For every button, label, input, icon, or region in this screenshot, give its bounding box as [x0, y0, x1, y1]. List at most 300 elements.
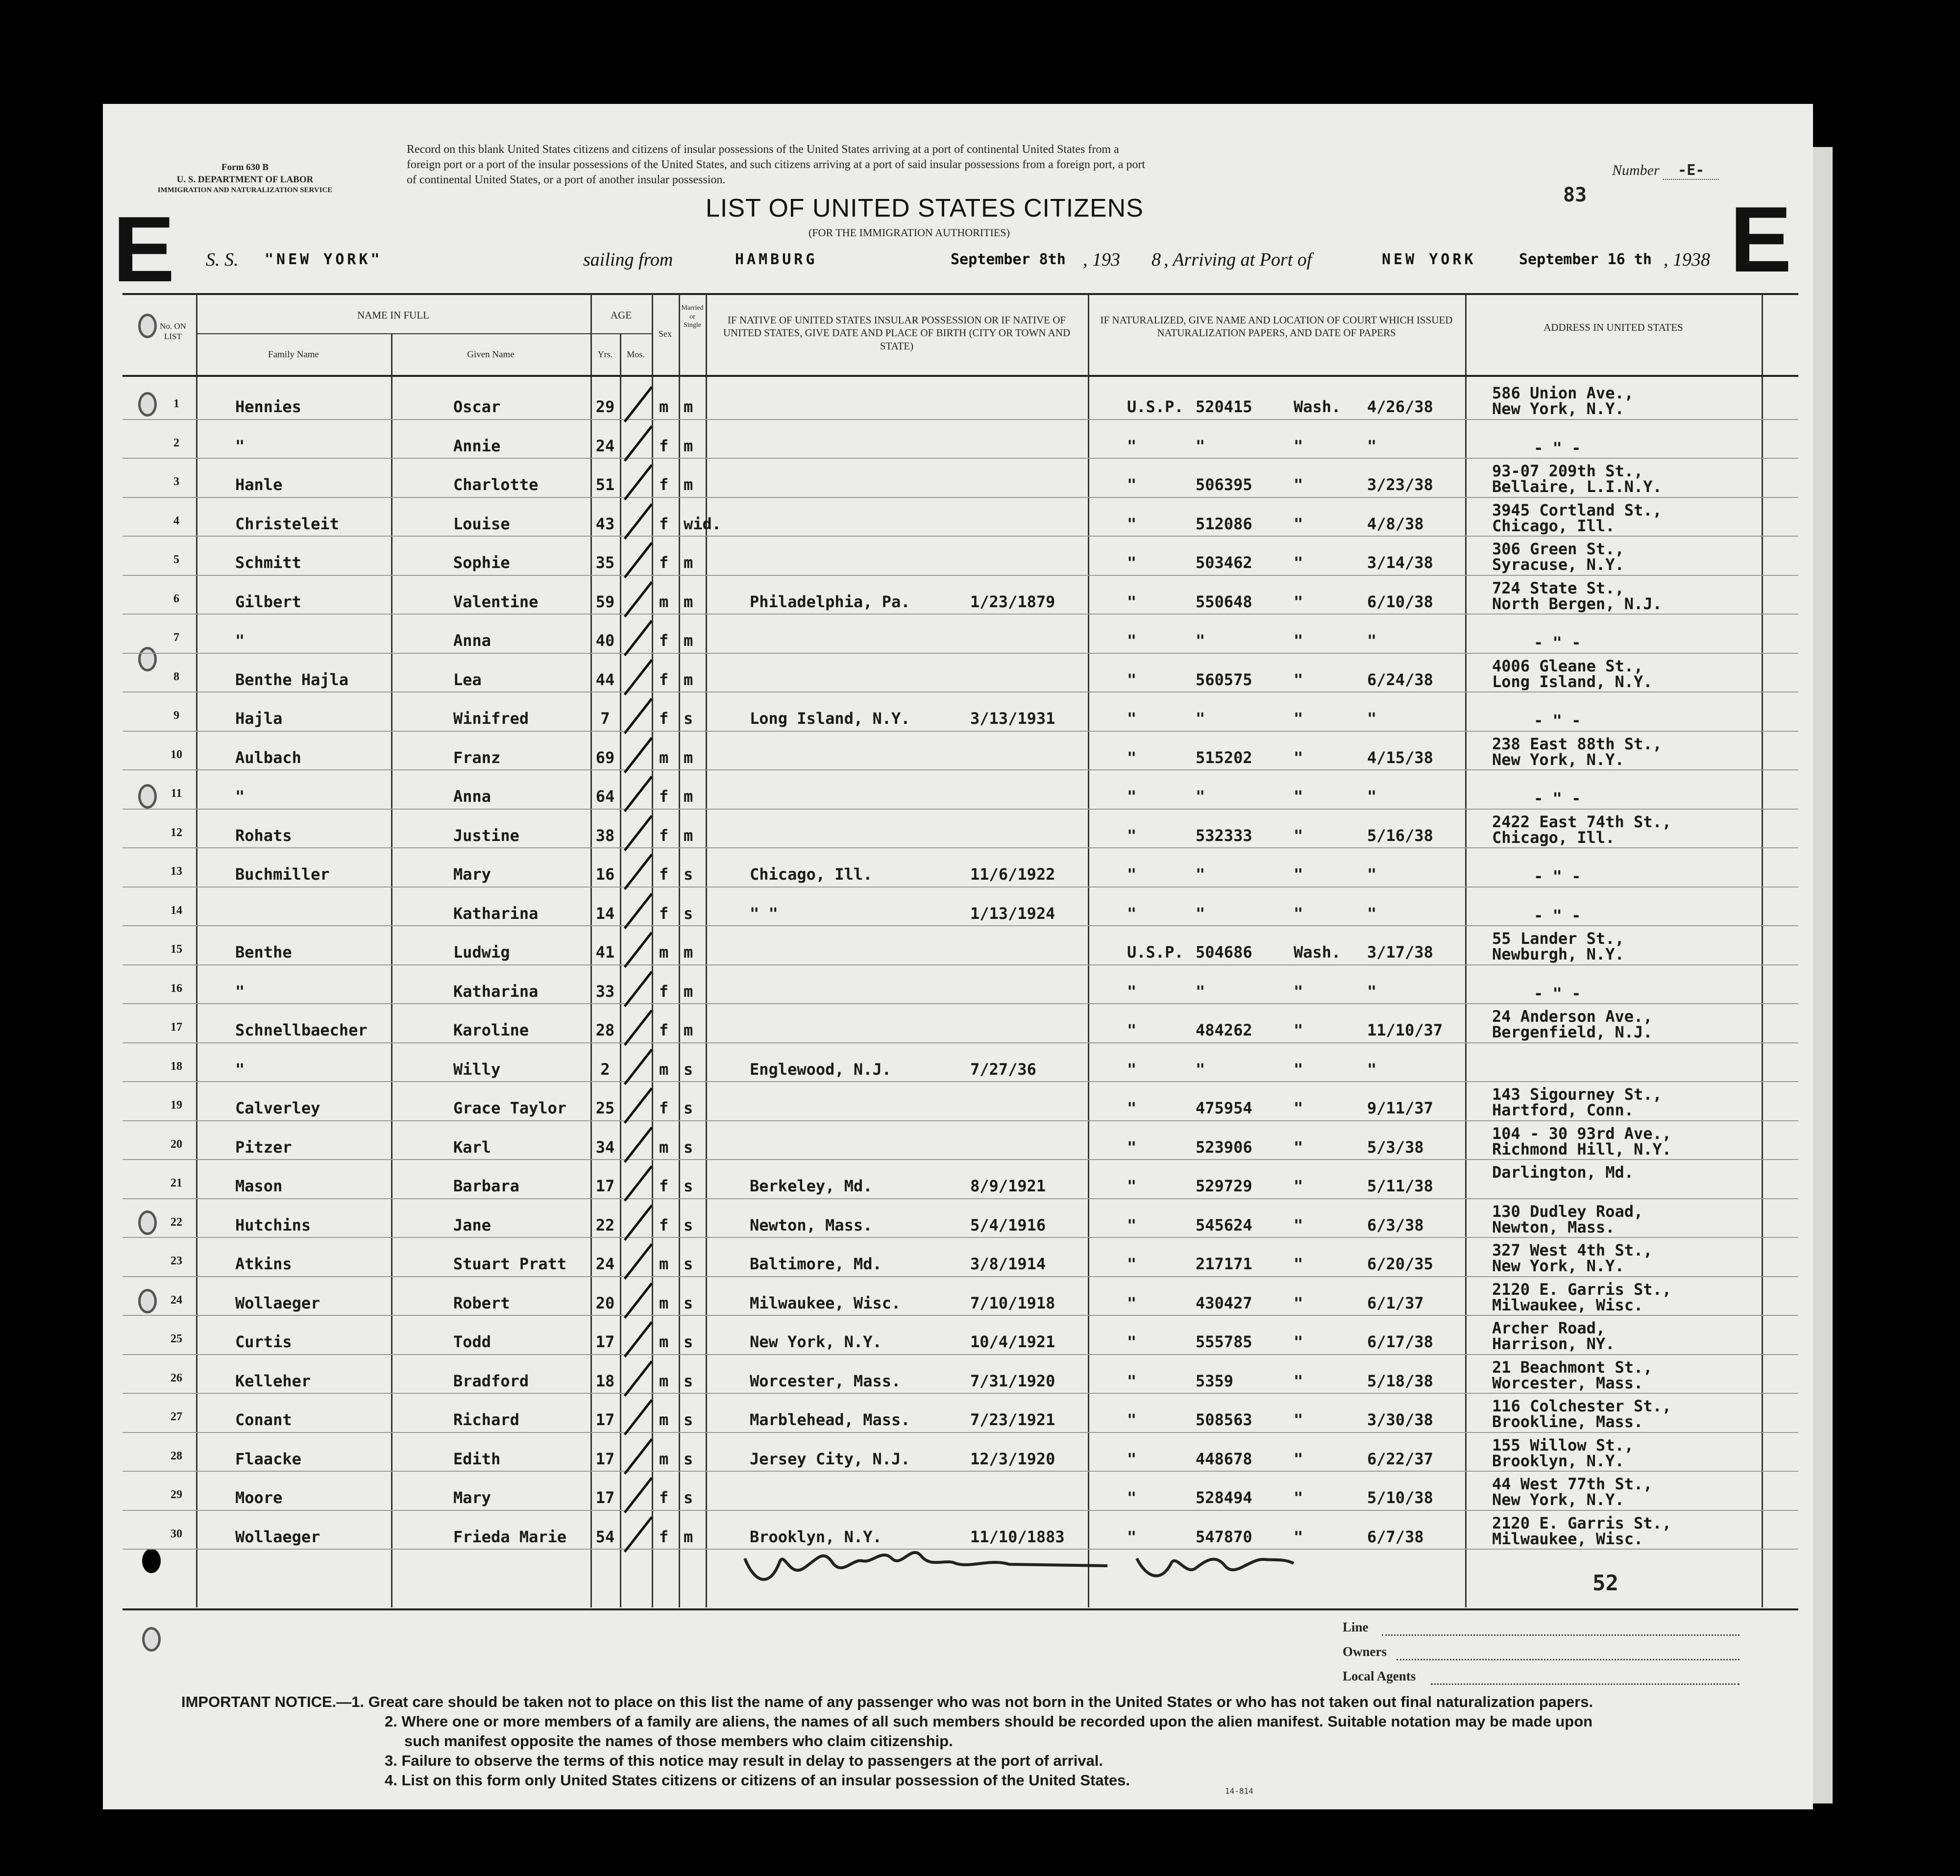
given-name: Katharina — [453, 982, 539, 1001]
family-name: Benthe Hajla — [235, 670, 349, 689]
row-rule — [122, 1510, 1798, 1511]
row-rule — [122, 497, 1798, 498]
address-line-2: New York, N.Y. — [1492, 1257, 1624, 1275]
birth-place: " " — [750, 904, 778, 923]
court-location: " — [1294, 475, 1303, 494]
court-name: " — [1127, 592, 1137, 611]
certificate-number: " — [1196, 982, 1205, 1001]
sex: m — [659, 748, 669, 767]
table-bottom-rule — [122, 1608, 1798, 1610]
papers-date: 5/11/38 — [1367, 1177, 1433, 1195]
certificate-number: 532333 — [1196, 826, 1252, 845]
sex: f — [659, 1527, 669, 1546]
form-number: Form 630 B — [221, 162, 269, 173]
row-number: 15 — [171, 943, 182, 956]
row-number: 27 — [171, 1410, 182, 1423]
marital-status: s — [684, 1371, 693, 1390]
family-name: Schmitt — [235, 553, 301, 572]
family-name: Moore — [235, 1488, 283, 1507]
year-digit: 8 — [1152, 249, 1161, 270]
line-label: Line — [1343, 1620, 1369, 1634]
family-name: Buchmiller — [235, 865, 330, 884]
punch-hole — [138, 392, 157, 417]
family-name: Rohats — [235, 826, 292, 845]
voyage-line — [206, 245, 1740, 274]
court-location: " — [1294, 1099, 1303, 1117]
address-line-2: Newburgh, N.Y. — [1492, 945, 1624, 963]
court-location: " — [1294, 982, 1303, 1001]
row-rule — [122, 1393, 1798, 1394]
row-number: 22 — [171, 1215, 182, 1229]
row-rule — [122, 1471, 1798, 1472]
papers-date: 11/10/37 — [1367, 1021, 1443, 1039]
family-name: Pitzer — [235, 1137, 292, 1157]
address-line-2: - " - — [1534, 867, 1581, 886]
family-name: Schnellbaecher — [235, 1021, 368, 1039]
age-years: 44 — [595, 670, 615, 689]
papers-date: 5/3/38 — [1367, 1137, 1424, 1157]
punch-hole — [138, 1289, 157, 1313]
column-rule — [652, 294, 653, 1607]
marital-status: m — [684, 826, 693, 845]
given-name: Richard — [453, 1410, 519, 1429]
papers-date: 4/15/38 — [1367, 748, 1433, 767]
age-years: 41 — [595, 943, 615, 962]
marital-status: m — [684, 631, 693, 650]
family-name: Wollaeger — [235, 1527, 320, 1546]
address-line-2: Long Island, N.Y. — [1492, 672, 1653, 691]
sex: f — [659, 1488, 669, 1507]
birth-date: 7/23/1921 — [970, 1410, 1055, 1429]
court-name: " — [1127, 1527, 1137, 1546]
address-line-2: Bergenfield, N.J. — [1492, 1023, 1653, 1041]
given-name: Franz — [453, 748, 501, 767]
court-name: " — [1127, 1449, 1137, 1468]
certificate-number: 475954 — [1196, 1099, 1252, 1117]
family-name: " — [235, 631, 245, 650]
papers-date: 3/23/38 — [1367, 475, 1433, 494]
column-rule — [1762, 294, 1763, 1607]
given-name: Todd — [453, 1333, 491, 1351]
address-line-2: Worcester, Mass. — [1492, 1373, 1643, 1392]
header-sex: Sex — [659, 329, 672, 339]
marital-status: m — [684, 787, 693, 806]
page-mark: 83 — [1563, 184, 1587, 206]
row-rule — [122, 1315, 1798, 1316]
age-years: 33 — [595, 982, 615, 1001]
certificate-number: 506395 — [1196, 475, 1252, 494]
family-name: Curtis — [235, 1333, 292, 1351]
certificate-number: 217171 — [1196, 1255, 1252, 1273]
row-number: 3 — [173, 475, 179, 488]
marital-status: s — [684, 1449, 693, 1468]
header-family-name: Family Name — [268, 349, 319, 360]
given-name: Frieda Marie — [453, 1527, 567, 1546]
papers-date: 6/22/37 — [1367, 1449, 1433, 1468]
instruction-line: Record on this blank United States citizens and citizens of insular possessions of the United States arriving at a port of continental United States from a — [407, 143, 1119, 156]
row-rule — [122, 809, 1798, 810]
address-line-2: Hartford, Conn. — [1492, 1101, 1634, 1119]
notice-2: 2. Where one or more members of a family are aliens, the names of all such members should be recorded upon the alien manifest. Suitable notation may be made upon — [385, 1713, 1593, 1730]
sex: f — [659, 631, 669, 650]
papers-date: 6/24/38 — [1367, 670, 1433, 689]
family-name: Aulbach — [235, 748, 301, 767]
header-naturalized: IF NATURALIZED, GIVE NAME AND LOCATION OF COURT WHICH ISSUED NATURALIZATION PAPERS, AND DATE OF PAPERS — [1100, 314, 1453, 339]
row-rule — [122, 887, 1798, 888]
row-rule — [122, 691, 1798, 692]
marital-status: s — [684, 1177, 693, 1195]
header-bottom-rule — [122, 375, 1798, 377]
age-years: 64 — [595, 787, 615, 806]
birth-place: Newton, Mass. — [750, 1215, 873, 1234]
column-rule — [620, 333, 621, 1607]
court-name: " — [1127, 631, 1137, 650]
sex: f — [659, 709, 669, 728]
family-name: Christeleit — [235, 514, 339, 533]
row-rule — [122, 575, 1798, 576]
address-line-1: 586 Union Ave., — [1492, 384, 1634, 402]
age-years: 24 — [595, 1255, 615, 1273]
row-number: 1 — [173, 397, 179, 410]
column-rule — [196, 294, 197, 1607]
address-line-1: 3945 Cortland St., — [1492, 500, 1662, 519]
birth-place: Milwaukee, Wisc. — [750, 1293, 901, 1312]
row-number: 19 — [171, 1099, 182, 1111]
court-location: " — [1294, 1177, 1303, 1195]
sailing-label: sailing from — [583, 249, 673, 270]
court-name: " — [1127, 553, 1137, 572]
certificate-number: 5359 — [1196, 1371, 1234, 1390]
age-years: 54 — [595, 1527, 615, 1546]
marital-status: m — [684, 748, 693, 767]
birth-date: 11/10/1883 — [970, 1527, 1065, 1546]
given-name: Anna — [453, 787, 491, 806]
column-rule — [679, 294, 680, 1607]
sex: m — [659, 1137, 669, 1157]
row-number: 13 — [171, 865, 182, 878]
number-value: -E- — [1663, 162, 1719, 180]
form-title: LIST OF UNITED STATES CITIZENS — [706, 194, 1144, 222]
departure-date: September 8th — [951, 251, 1066, 268]
birth-place: Philadelphia, Pa. — [750, 592, 910, 611]
row-rule — [122, 536, 1798, 537]
certificate-number: 545624 — [1196, 1215, 1252, 1234]
certificate-number: 520415 — [1196, 397, 1252, 416]
letter-marker-right: E — [1730, 188, 1792, 292]
birth-place: Baltimore, Md. — [750, 1255, 882, 1273]
row-rule — [122, 1120, 1798, 1121]
header-years: Yrs. — [597, 349, 613, 359]
court-location: " — [1294, 1333, 1303, 1351]
punch-hole — [138, 647, 157, 671]
birth-place: Chicago, Ill. — [750, 865, 873, 884]
address-line-1: 24 Anderson Ave., — [1492, 1007, 1653, 1026]
sex: f — [659, 475, 669, 494]
certificate-number: 512086 — [1196, 514, 1252, 533]
number-field — [1612, 162, 1719, 179]
marital-status: m — [684, 475, 693, 494]
address-line-1: 724 State St., — [1492, 578, 1624, 597]
family-name: Hennies — [235, 397, 301, 416]
sex: f — [659, 787, 669, 806]
notice-text: —1. Great care should be taken not to place on this list the name of any passenger who was not born in the United States or who has not taken out final naturalization papers. — [336, 1693, 1593, 1710]
given-name: Mary — [453, 865, 491, 884]
court-name: U.S.P. — [1127, 943, 1184, 962]
address-line-1: 104 - 30 93rd Ave., — [1492, 1124, 1672, 1143]
address-line-2: Milwaukee, Wisc. — [1492, 1529, 1643, 1548]
marital-status: m — [684, 670, 693, 689]
family-name: Hanle — [235, 475, 283, 494]
address-line-1: 4006 Gleane St., — [1492, 656, 1643, 675]
certificate-number: 550648 — [1196, 592, 1252, 611]
marital-status: m — [684, 436, 693, 455]
row-number: 25 — [171, 1333, 182, 1345]
address-line-1: 327 West 4th St., — [1492, 1241, 1653, 1259]
family-name: Wollaeger — [235, 1293, 320, 1312]
given-name: Oscar — [453, 397, 501, 416]
column-rule — [590, 294, 592, 1607]
punch-hole — [142, 1627, 161, 1652]
address-line-2: Harrison, NY. — [1492, 1334, 1615, 1353]
address-line-2: - " - — [1534, 633, 1581, 652]
marital-status: s — [684, 1488, 693, 1507]
owners-field — [1396, 1659, 1740, 1660]
given-name: Karl — [453, 1137, 491, 1157]
age-years: 35 — [595, 553, 615, 572]
age-years: 16 — [595, 865, 615, 884]
notice-4: 4. List on this form only United States citizens or citizens of an insular possession of the United States. — [385, 1772, 1130, 1789]
family-name: " — [235, 436, 245, 455]
papers-date: " — [1367, 709, 1377, 728]
given-name: Annie — [453, 436, 501, 455]
given-name: Charlotte — [453, 475, 539, 494]
ship-name: "NEW YORK" — [265, 251, 383, 268]
papers-date: " — [1367, 631, 1377, 650]
punch-hole — [138, 784, 157, 809]
marital-status: s — [684, 1137, 693, 1157]
arriving-label: , Arriving at Port of — [1164, 249, 1312, 270]
row-rule — [122, 731, 1798, 732]
sex: f — [659, 436, 669, 455]
papers-date: " — [1367, 865, 1377, 884]
header-married-single: Married or Single — [681, 304, 704, 329]
family-name: " — [235, 1060, 245, 1079]
age-years: 17 — [595, 1177, 615, 1195]
address-line-1: 2120 E. Garris St., — [1492, 1513, 1672, 1532]
address-line-1: 55 Lander St., — [1492, 929, 1624, 948]
sex: m — [659, 1293, 669, 1312]
given-name: Lea — [453, 670, 482, 689]
court-location: " — [1294, 1449, 1303, 1468]
court-name: " — [1127, 1137, 1137, 1157]
age-years: 17 — [595, 1333, 615, 1351]
birth-date: 1/13/1924 — [970, 904, 1055, 923]
family-name: " — [235, 982, 245, 1001]
birth-place: Marblehead, Mass. — [750, 1410, 910, 1429]
address-line-1: 116 Colchester St., — [1492, 1397, 1672, 1415]
row-rule — [122, 653, 1798, 654]
court-name: " — [1127, 1410, 1137, 1429]
number-label: Number — [1612, 162, 1660, 178]
court-name: " — [1127, 826, 1137, 845]
certificate-number: " — [1196, 865, 1205, 884]
address-line-2: Newton, Mass. — [1492, 1217, 1615, 1236]
sex: f — [659, 982, 669, 1001]
row-rule — [122, 614, 1798, 615]
certificate-number: 430427 — [1196, 1293, 1252, 1312]
certificate-number: " — [1196, 904, 1205, 923]
row-number: 24 — [171, 1293, 182, 1307]
court-location: " — [1294, 1488, 1303, 1507]
birth-place: Berkeley, Md. — [750, 1177, 873, 1195]
service-name: IMMIGRATION AND NATURALIZATION SERVICE — [157, 186, 333, 195]
sex: f — [659, 826, 669, 845]
birth-place: Englewood, N.J. — [750, 1060, 891, 1079]
arrival-date: September 16 th — [1519, 251, 1652, 268]
given-name: Ludwig — [453, 943, 510, 962]
papers-date: 5/16/38 — [1367, 826, 1433, 845]
court-location: " — [1294, 709, 1303, 728]
address-line-1: Darlington, Md. — [1492, 1163, 1634, 1182]
certificate-number: 560575 — [1196, 670, 1252, 689]
court-location: " — [1294, 1215, 1303, 1234]
given-name: Bradford — [453, 1371, 529, 1390]
given-name: Mary — [453, 1488, 491, 1507]
row-rule — [122, 1159, 1798, 1160]
given-name: Grace Taylor — [453, 1099, 567, 1117]
column-rule — [1465, 294, 1467, 1607]
birth-date: 5/4/1916 — [970, 1215, 1046, 1234]
age-years: 34 — [595, 1137, 615, 1157]
certificate-number: 528494 — [1196, 1488, 1252, 1507]
row-rule — [122, 1432, 1798, 1433]
sex: m — [659, 1255, 669, 1273]
address-line-2: - " - — [1534, 789, 1581, 808]
row-number: 26 — [171, 1371, 182, 1384]
year-prefix: , 193 — [1083, 249, 1120, 270]
court-location: " — [1294, 1021, 1303, 1039]
papers-date: 6/7/38 — [1367, 1527, 1424, 1546]
row-number: 10 — [171, 748, 182, 761]
papers-date: 3/30/38 — [1367, 1410, 1433, 1429]
certificate-number: " — [1196, 1060, 1205, 1079]
sex: m — [659, 397, 669, 416]
court-name: " — [1127, 1177, 1137, 1195]
court-location: " — [1294, 1410, 1303, 1429]
address-line-2: Chicago, Ill. — [1492, 516, 1615, 535]
family-name: Conant — [235, 1410, 292, 1429]
sex: f — [659, 1177, 669, 1195]
notice-3: 3. Failure to observe the terms of this notice may result in delay to passengers at the port of arrival. — [385, 1752, 1103, 1769]
row-number: 9 — [173, 709, 179, 722]
age-years: 29 — [595, 397, 615, 416]
certificate-number: 448678 — [1196, 1449, 1252, 1468]
subheader-rule — [590, 333, 652, 334]
punch-hole — [142, 1549, 161, 1573]
papers-date: " — [1367, 787, 1377, 806]
court-location: " — [1294, 553, 1303, 572]
certificate-number: 529729 — [1196, 1177, 1252, 1195]
address-line-1: 143 Sigourney St., — [1492, 1085, 1662, 1104]
sex: f — [659, 1099, 669, 1117]
court-name: " — [1127, 436, 1137, 455]
marital-status: m — [684, 943, 693, 962]
instruction-line: of continental United States, or a port of another insular possession. — [407, 173, 726, 187]
given-name: Willy — [453, 1060, 501, 1079]
family-name: Mason — [235, 1177, 283, 1195]
notice-1 — [181, 1693, 1593, 1711]
owners-label: Owners — [1343, 1644, 1387, 1659]
marital-status: s — [684, 709, 693, 728]
row-rule — [122, 847, 1798, 848]
certificate-number: 484262 — [1196, 1021, 1252, 1039]
column-rule — [1088, 294, 1089, 1607]
papers-date: 5/10/38 — [1367, 1488, 1433, 1507]
row-rule — [122, 458, 1798, 459]
given-name: Edith — [453, 1449, 501, 1468]
court-name: " — [1127, 982, 1137, 1001]
given-name: Stuart Pratt — [453, 1255, 567, 1273]
given-name: Winifred — [453, 709, 529, 728]
family-name: Hutchins — [235, 1215, 311, 1234]
department-name: U. S. DEPARTMENT OF LABOR — [176, 174, 314, 185]
age-years: 69 — [595, 748, 615, 767]
address-line-1: Archer Road, — [1492, 1319, 1606, 1337]
print-code: 14-814 — [1225, 1786, 1253, 1796]
header-age: AGE — [610, 309, 632, 321]
letter-marker-left: E — [113, 197, 175, 301]
age-years: 25 — [595, 1099, 615, 1117]
age-years: 14 — [595, 904, 615, 923]
family-name: Benthe — [235, 943, 292, 962]
row-rule — [122, 769, 1798, 770]
age-years: 59 — [595, 592, 615, 611]
marital-status: s — [684, 904, 693, 923]
row-number: 17 — [171, 1021, 182, 1034]
family-name: Flaacke — [235, 1449, 301, 1468]
address-line-2: Brooklyn, N.Y. — [1492, 1451, 1624, 1470]
family-name: Calverley — [235, 1099, 320, 1117]
address-line-1: 2120 E. Garris St., — [1492, 1280, 1672, 1299]
court-location: " — [1294, 1060, 1303, 1079]
given-name: Katharina — [453, 904, 539, 923]
papers-date: 6/20/35 — [1367, 1255, 1433, 1273]
certificate-number: 547870 — [1196, 1527, 1252, 1546]
court-name: " — [1127, 1099, 1137, 1117]
court-location: " — [1294, 1527, 1303, 1546]
court-name: " — [1127, 787, 1137, 806]
notice-heading: IMPORTANT NOTICE. — [181, 1693, 337, 1710]
court-location: " — [1294, 787, 1303, 806]
address-line-1: 238 East 88th St., — [1492, 734, 1662, 753]
court-name: " — [1127, 475, 1137, 494]
row-number: 7 — [173, 631, 179, 644]
papers-date: 4/8/38 — [1367, 514, 1424, 533]
marital-status: m — [684, 553, 693, 572]
given-name: Barbara — [453, 1177, 519, 1195]
birth-date: 12/3/1920 — [970, 1449, 1055, 1468]
address-line-2: - " - — [1534, 906, 1581, 925]
age-years: 51 — [595, 475, 615, 494]
column-rule — [706, 294, 707, 1607]
certificate-number: 523906 — [1196, 1137, 1252, 1157]
marital-status: m — [684, 1021, 693, 1039]
instruction-line: foreign port or a port of the insular possessions of the United States, and such citizens arriving at a port of said insular possessions from a foreign port, a port — [407, 158, 1146, 172]
certificate-number: 504686 — [1196, 943, 1252, 962]
court-name: " — [1127, 1293, 1137, 1312]
sex: f — [659, 1215, 669, 1234]
court-name: " — [1127, 1333, 1137, 1351]
